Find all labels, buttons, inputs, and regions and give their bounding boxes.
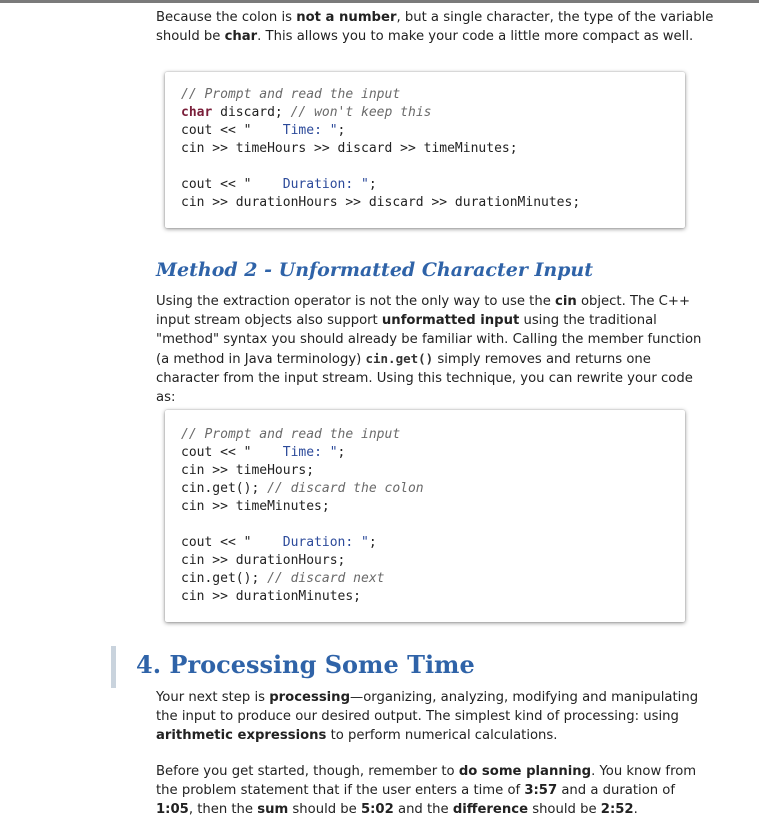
code-token: // won't keep this xyxy=(290,105,432,120)
section4-bold: 5:02 xyxy=(360,802,394,817)
code-listing xyxy=(181,426,424,606)
intro-text: . This allows you to make your code a little more compact as well. xyxy=(257,29,694,44)
code-token: cin >> timeHours >> discard >> timeMinutes; xyxy=(181,141,518,156)
method2-text: object. The C++ input stream objects also support xyxy=(156,294,690,328)
code-token: Duration: " xyxy=(251,535,369,550)
code-token: ; xyxy=(337,445,346,460)
method2-text: simply removes and returns one character from the input stream. Using this technique, you can rewrite your code as: xyxy=(156,352,693,405)
section4-text: and the xyxy=(393,802,453,817)
code-block-method1 xyxy=(165,72,685,228)
top-rule xyxy=(0,0,759,3)
intro-bold: char xyxy=(224,29,258,44)
code-token: Duration: " xyxy=(251,177,369,192)
method2-text: using the traditional "method" syntax you should already be familiar with. Calling the member function (a method in Java terminology) xyxy=(156,313,702,367)
code-line xyxy=(181,480,424,498)
code-token: cin.get(); xyxy=(181,481,268,496)
code-line xyxy=(181,140,580,158)
code-token: cout << " xyxy=(181,177,252,192)
section4-text: Before you get started, though, remember to xyxy=(156,764,459,779)
code-token: // Prompt and read the input xyxy=(181,87,401,102)
section-heading: 4. Processing Some Time xyxy=(136,650,475,679)
section4-text: , then the xyxy=(188,802,258,817)
section4-bold: arithmetic expressions xyxy=(156,728,327,743)
code-token: Time: " xyxy=(251,123,338,138)
code-block-method2 xyxy=(165,410,685,622)
code-token: ; xyxy=(337,123,346,138)
code-line xyxy=(181,194,580,212)
section4-bold: 1:05 xyxy=(156,802,189,817)
code-token: ; xyxy=(368,177,377,192)
code-line xyxy=(181,426,424,444)
code-token: discard; xyxy=(212,105,291,120)
method2-bold: cin xyxy=(555,294,577,309)
code-line xyxy=(181,104,580,122)
code-token: // discard next xyxy=(267,571,385,586)
code-line xyxy=(181,86,580,104)
section4-paragraph-1 xyxy=(156,688,716,745)
code-line xyxy=(181,570,424,588)
method2-bold: unformatted input xyxy=(381,313,520,328)
code-token: cout << " xyxy=(181,123,252,138)
section4-bold: sum xyxy=(257,802,289,817)
code-line xyxy=(181,176,580,194)
section-marker-bar xyxy=(111,646,116,688)
code-listing xyxy=(181,86,580,212)
section4-bold: processing xyxy=(269,690,351,705)
code-token: cin >> durationHours >> discard >> durationMinutes; xyxy=(181,195,581,210)
intro-bold: not a number xyxy=(296,10,397,25)
section4-text: . You know from the problem statement that if the user enters a time of xyxy=(156,764,697,798)
inline-code: cin.get() xyxy=(365,351,434,366)
code-token: // discard the colon xyxy=(267,481,424,496)
code-token: // Prompt and read the input xyxy=(181,427,401,442)
code-token: cin >> timeHours; xyxy=(181,463,315,478)
code-line xyxy=(181,552,424,570)
section4-bold: 3:57 xyxy=(524,783,558,798)
section4-text: . xyxy=(633,802,638,817)
section4-text: Your next step is xyxy=(156,690,270,705)
code-token: char xyxy=(181,105,213,120)
code-token: cin >> durationHours; xyxy=(181,553,346,568)
intro-text: Because the colon is xyxy=(156,10,297,25)
code-line xyxy=(181,158,580,176)
code-token: cout << " xyxy=(181,445,252,460)
code-line xyxy=(181,588,424,606)
code-line xyxy=(181,122,580,140)
section4-text: and a duration of xyxy=(557,783,676,798)
code-token: cin >> timeMinutes; xyxy=(181,499,330,514)
intro-text: , but a single character, the type of the variable should be xyxy=(156,10,714,44)
code-token: cin >> durationMinutes; xyxy=(181,589,362,604)
method2-paragraph xyxy=(156,292,716,407)
code-token: cout << " xyxy=(181,535,252,550)
code-token: Time: " xyxy=(251,445,338,460)
section4-text: —organizing, analyzing, modifying and manipulating the input to produce our desired output. The simplest kind of processing: using xyxy=(156,690,699,724)
section4-bold: 2:52 xyxy=(600,802,634,817)
code-line xyxy=(181,516,424,534)
code-line xyxy=(181,444,424,462)
section4-text: to perform numerical calculations. xyxy=(326,728,558,743)
method2-text: Using the extraction operator is not the only way to use the xyxy=(156,294,556,309)
code-line xyxy=(181,498,424,516)
code-line xyxy=(181,462,424,480)
code-line xyxy=(181,534,424,552)
section4-paragraph-2 xyxy=(156,762,716,819)
code-token: ; xyxy=(368,535,377,550)
intro-paragraph xyxy=(156,8,716,46)
section4-text: should be xyxy=(528,802,601,817)
section4-text: should be xyxy=(288,802,361,817)
code-token: cin.get(); xyxy=(181,571,268,586)
section4-bold: do some planning xyxy=(458,764,592,779)
section4-bold: difference xyxy=(452,802,529,817)
method2-heading: Method 2 - Unformatted Character Input xyxy=(156,259,594,281)
